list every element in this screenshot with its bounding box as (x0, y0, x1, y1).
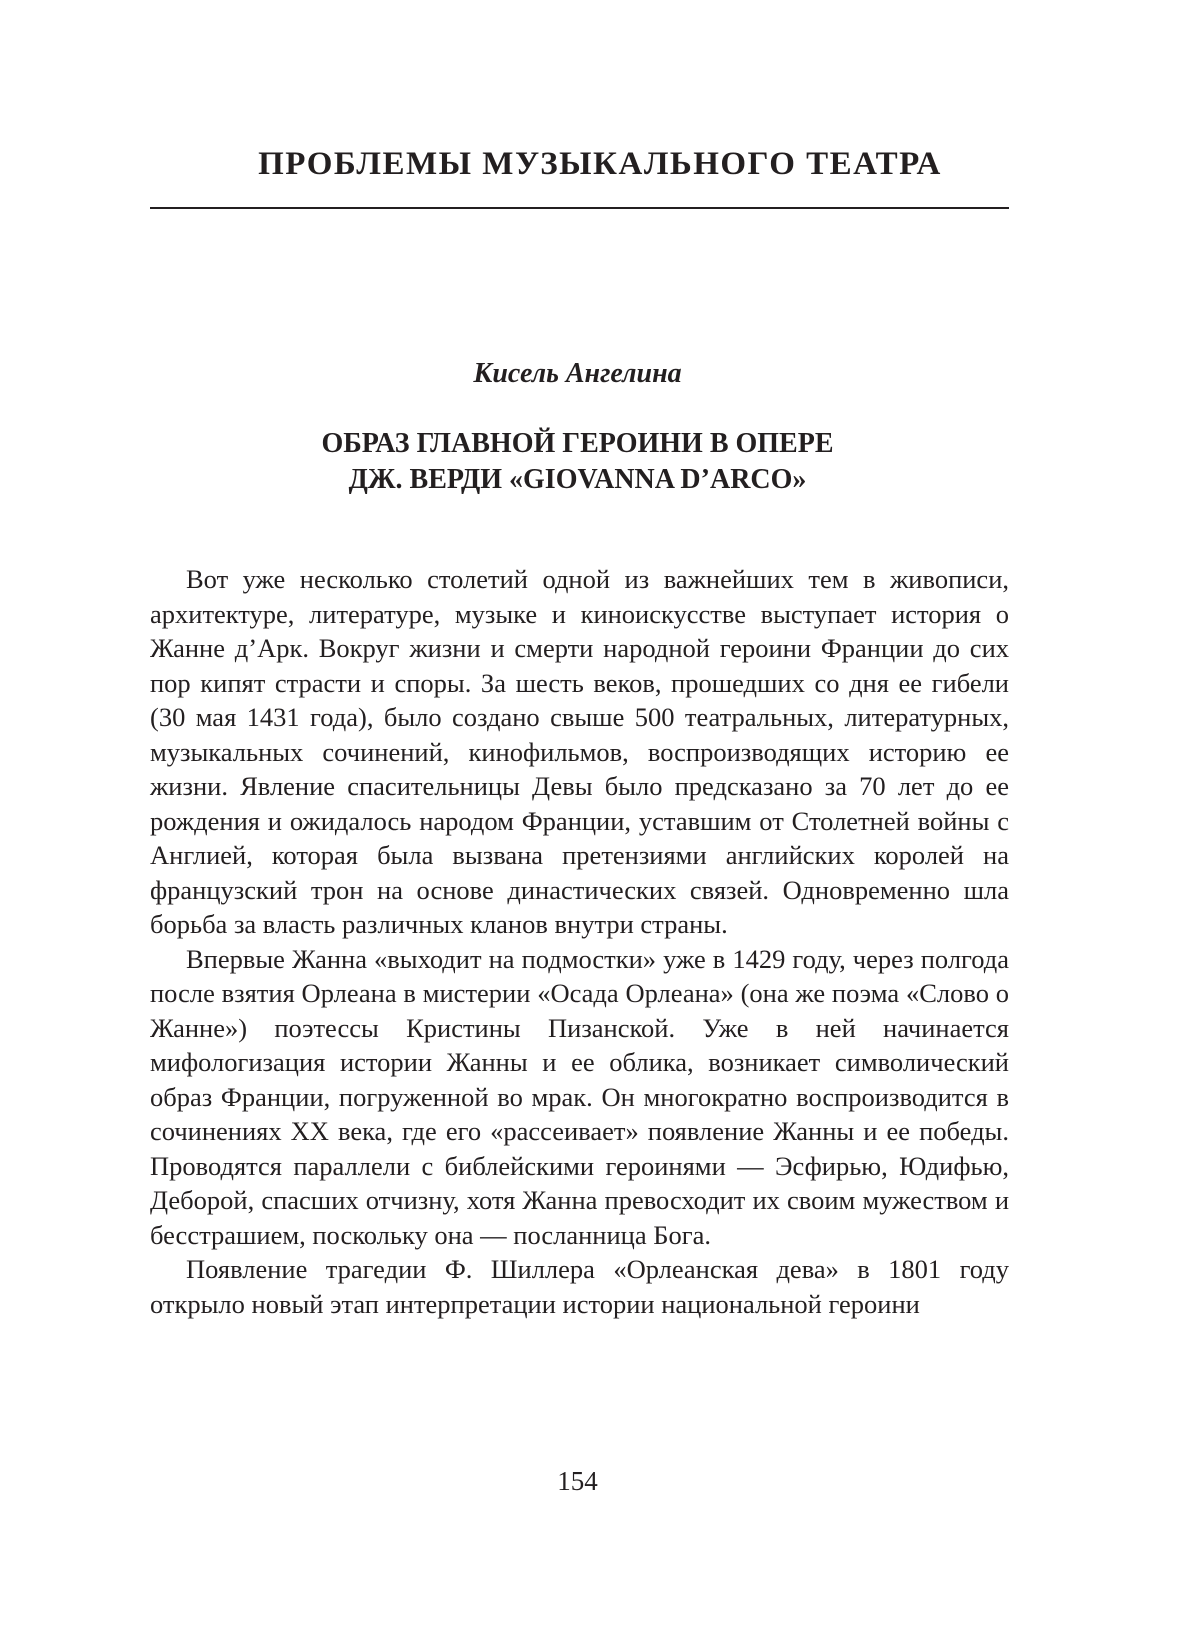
section-header: ПРОБЛЕМЫ МУЗЫКАЛЬНОГО ТЕАТРА (0, 146, 1200, 183)
article-title-line-1: ОБРАЗ ГЛАВНОЙ ГЕРОИНИ В ОПЕРЕ (0, 426, 1155, 462)
paragraph-1: Вот уже несколько столетий одной из важнейших тем в живописи, архитектуре, литературе, музыке и киноискусстве выступает история о Жанне д’Арк. Вокруг жизни и смерти народной героини Франции до сих пор кипят страсти и споры. За шесть веков, прошедших со дня ее гибели (30 мая 1431 года), было создано свыше 500 театраль­ных, литературных, музыкальных сочинений, кинофильмов, воспро­изводящих историю ее жизни. Явление спасительницы Девы было предсказано за 70 лет до ее рождения и ожидалось народом Фран­ции, уставшим от Столетней войны с Англией, которая была вызвана претензиями английских королей на французский трон на основе ди­настических связей. Одновременно шла борьба за власть различных кланов внутри страны. (150, 562, 1009, 942)
header-divider (150, 207, 1009, 209)
article-body (150, 562, 1009, 1321)
paragraph-2: Впервые Жанна «выходит на подмостки» уже в 1429 году, через полгода после взятия Орлеана в мистерии «Осада Орлеана» (она же поэма «Слово о Жанне») поэтессы Кристины Пизанской. Уже в ней начинается мифологизация истории Жанны и ее облика, возникает символический образ Франции, погруженной во мрак. Он многократ­но воспроизводится в сочинениях XX века, где его «рассеивает» по­явление Жанны и ее победы. Проводятся параллели с библейскими героинями — Эсфирью, Юдифью, Деборой, спасших отчизну, хотя Жанна превосходит их своим мужеством и бесстрашием, поскольку она — посланница Бога. (150, 942, 1009, 1253)
article-title (0, 426, 1155, 498)
page-number: 154 (0, 1466, 1155, 1497)
article-title-line-2: ДЖ. ВЕРДИ «GIOVANNA D’ARCO» (0, 462, 1155, 498)
paragraph-3: Появление трагедии Ф. Шиллера «Орлеанская дева» в 1801 году открыло новый этап интерпретации истории национальной героини (150, 1252, 1009, 1321)
article-author: Кисель Ангелина (0, 358, 1155, 390)
